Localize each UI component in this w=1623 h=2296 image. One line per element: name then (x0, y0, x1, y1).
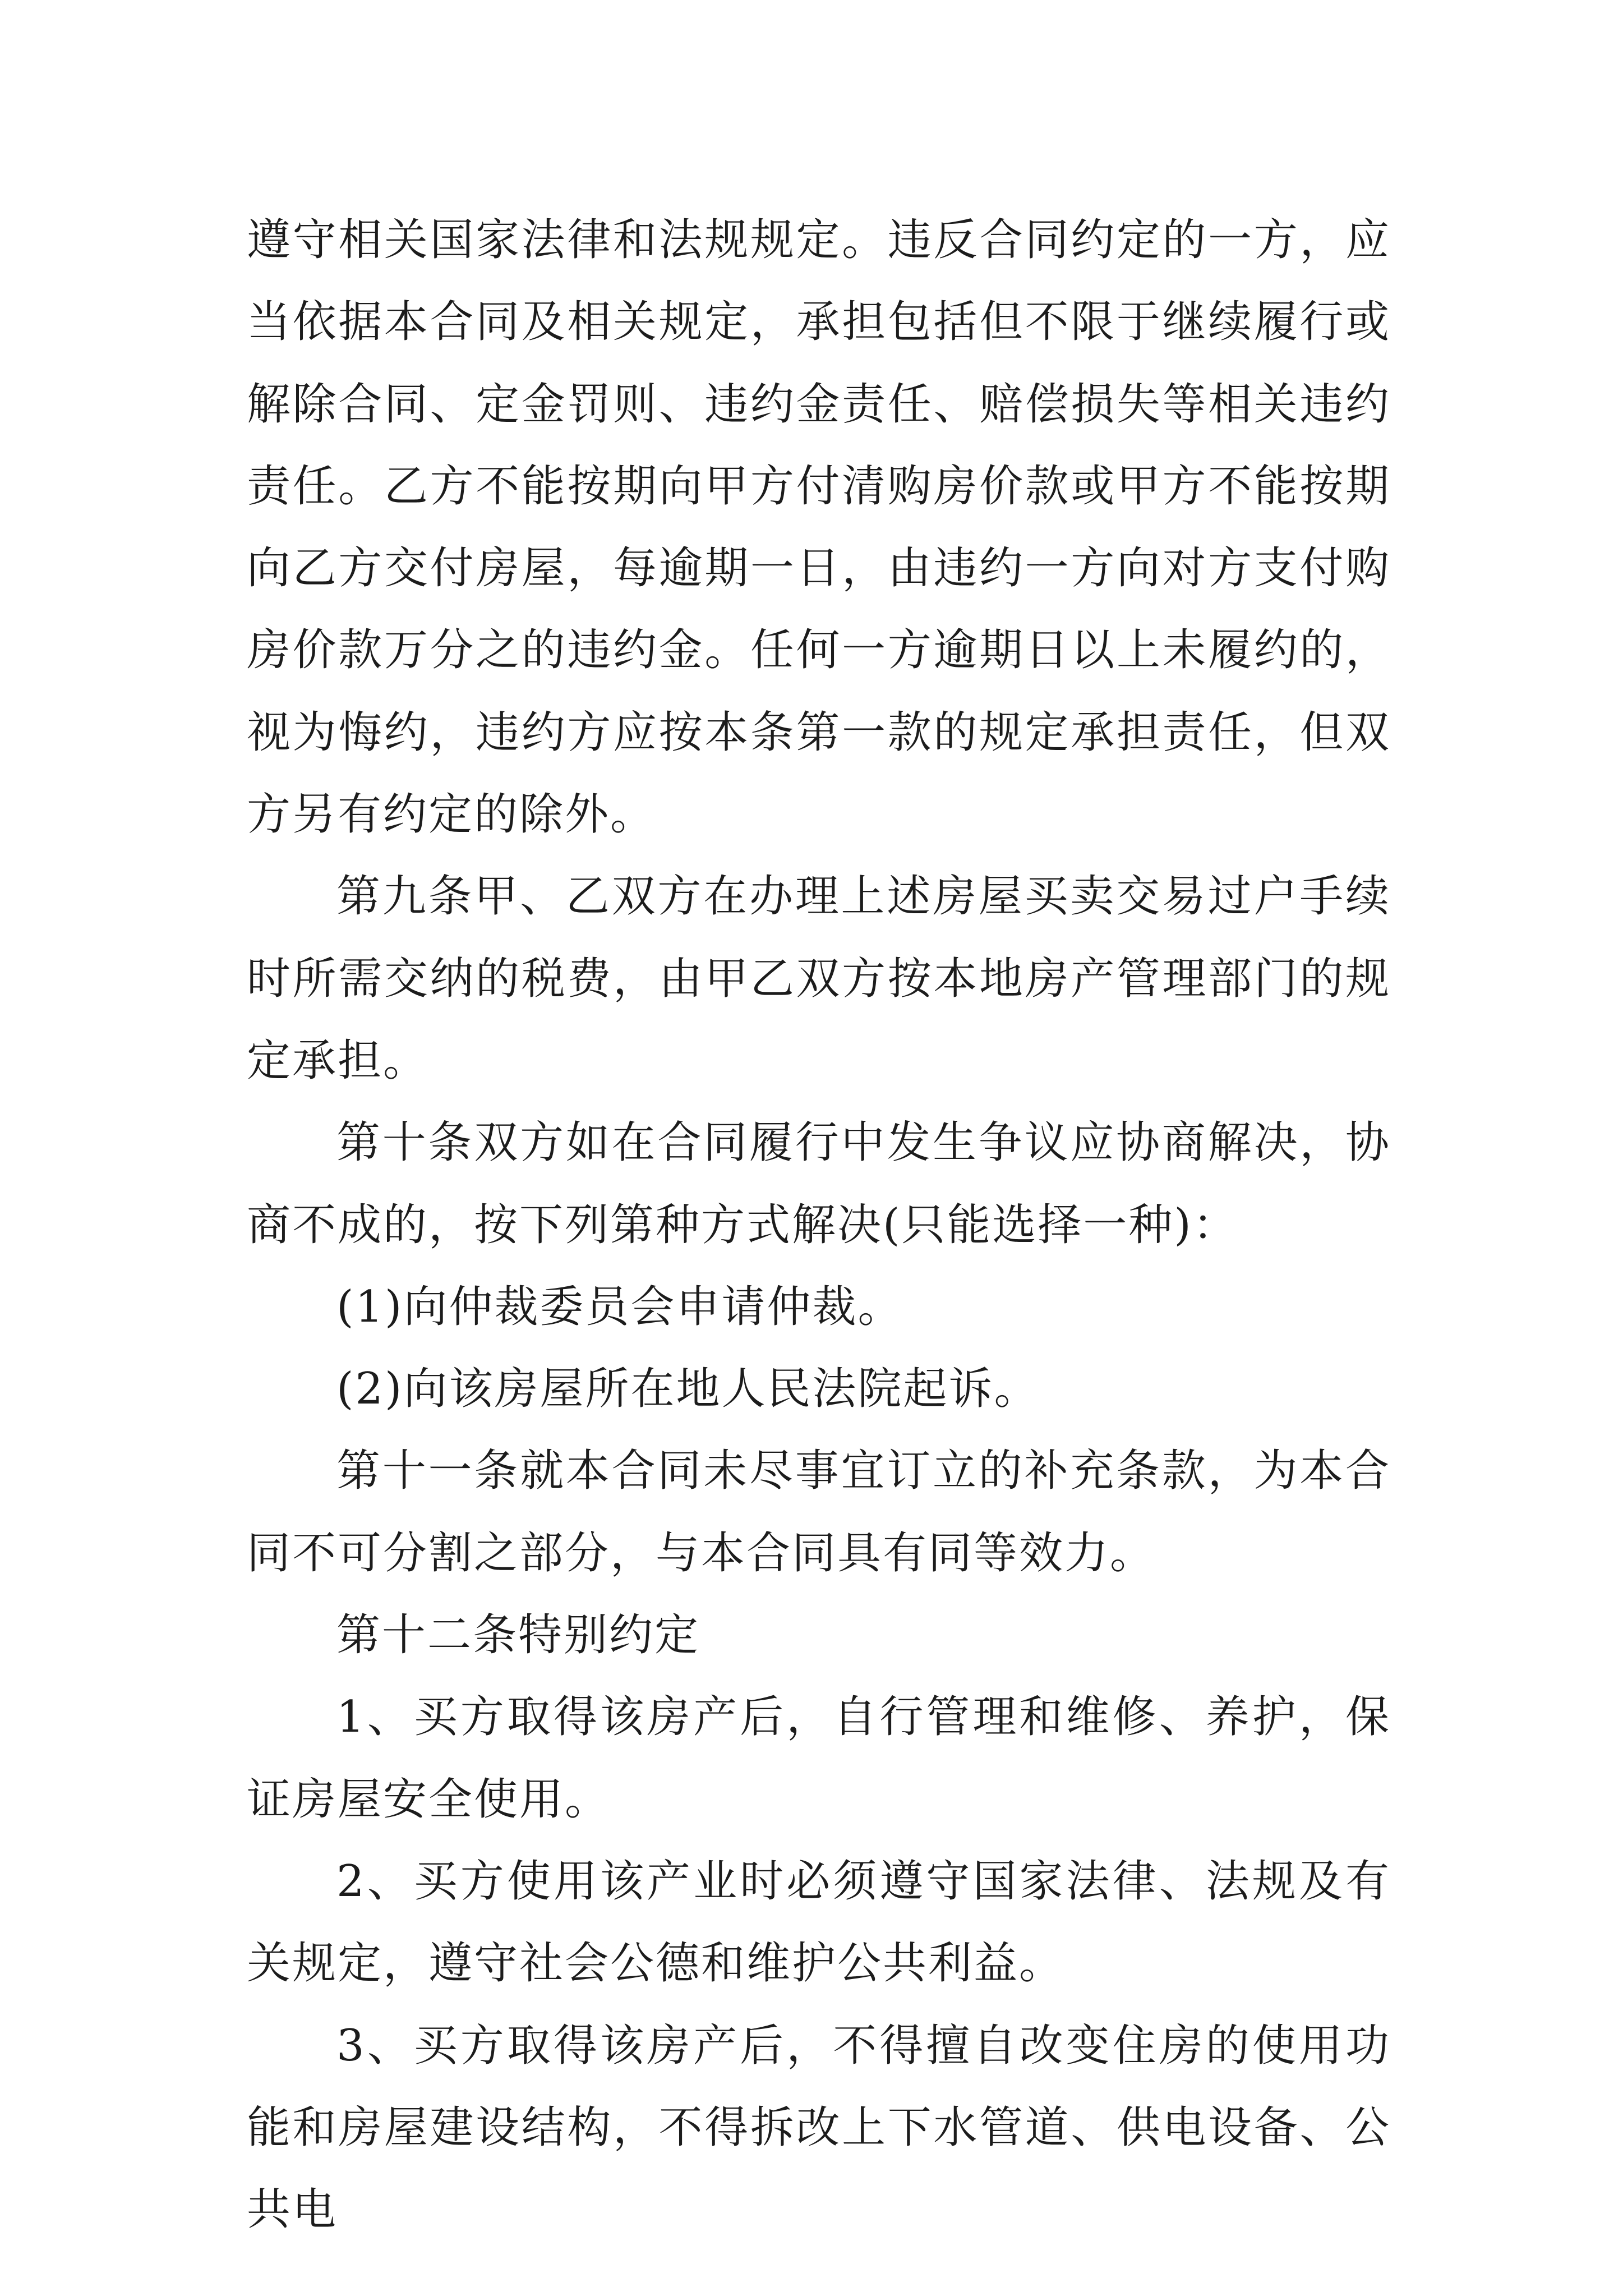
paragraph-article-10: 第十条双方如在合同履行中发生争议应协商解决，协商不成的，按下列第种方式解决(只能选择一种)： (247, 1117, 1391, 1250)
paragraph-clause-3: 3、买方取得该房产后，不得擅自改变住房的使用功能和房屋建设结构，不得拆改上下水管道、供电设备、公共电 (247, 2020, 1391, 2235)
document-body (247, 199, 1391, 2251)
paragraph-article-11: 第十一条就本合同未尽事宜订立的补充条款，为本合同不可分割之部分，与本合同具有同等效力。 (247, 1446, 1391, 1579)
paragraph-article-9: 第九条甲、乙双方在办理上述房屋买卖交易过户手续时所需交纳的税费，由甲乙双方按本地房产管理部门的规定承担。 (247, 871, 1391, 1086)
paragraph-breach-liability: 遵守相关国家法律和法规规定。违反合同约定的一方，应当依据本合同及相关规定，承担包括但不限于继续履行或解除合同、定金罚则、违约金责任、赔偿损失等相关违约责任。乙方不能按期向甲方付清购房价款或甲方不能按期向乙方交付房屋，每逾期一日，由违约一方向对方支付购房价款万分之的违约金。任何一方逾期日以上未履约的，视为悔约，违约方应按本条第一款的规定承担责任，但双方另有约定的除外。 (247, 215, 1391, 840)
paragraph-clause-1: 1、买方取得该房产后，自行管理和维修、养护，保证房屋安全使用。 (247, 1692, 1391, 1825)
paragraph-clause-2: 2、买方使用该产业时必须遵守国家法律、法规及有关规定，遵守社会公德和维护公共利益。 (247, 1856, 1391, 1989)
paragraph-option-2: (2)向该房屋所在地人民法院起诉。 (336, 1364, 1040, 1415)
paragraph-option-1: (1)向仲裁委员会申请仲裁。 (336, 1281, 903, 1332)
paragraph-article-12: 第十二条特别约定 (336, 1610, 700, 1661)
